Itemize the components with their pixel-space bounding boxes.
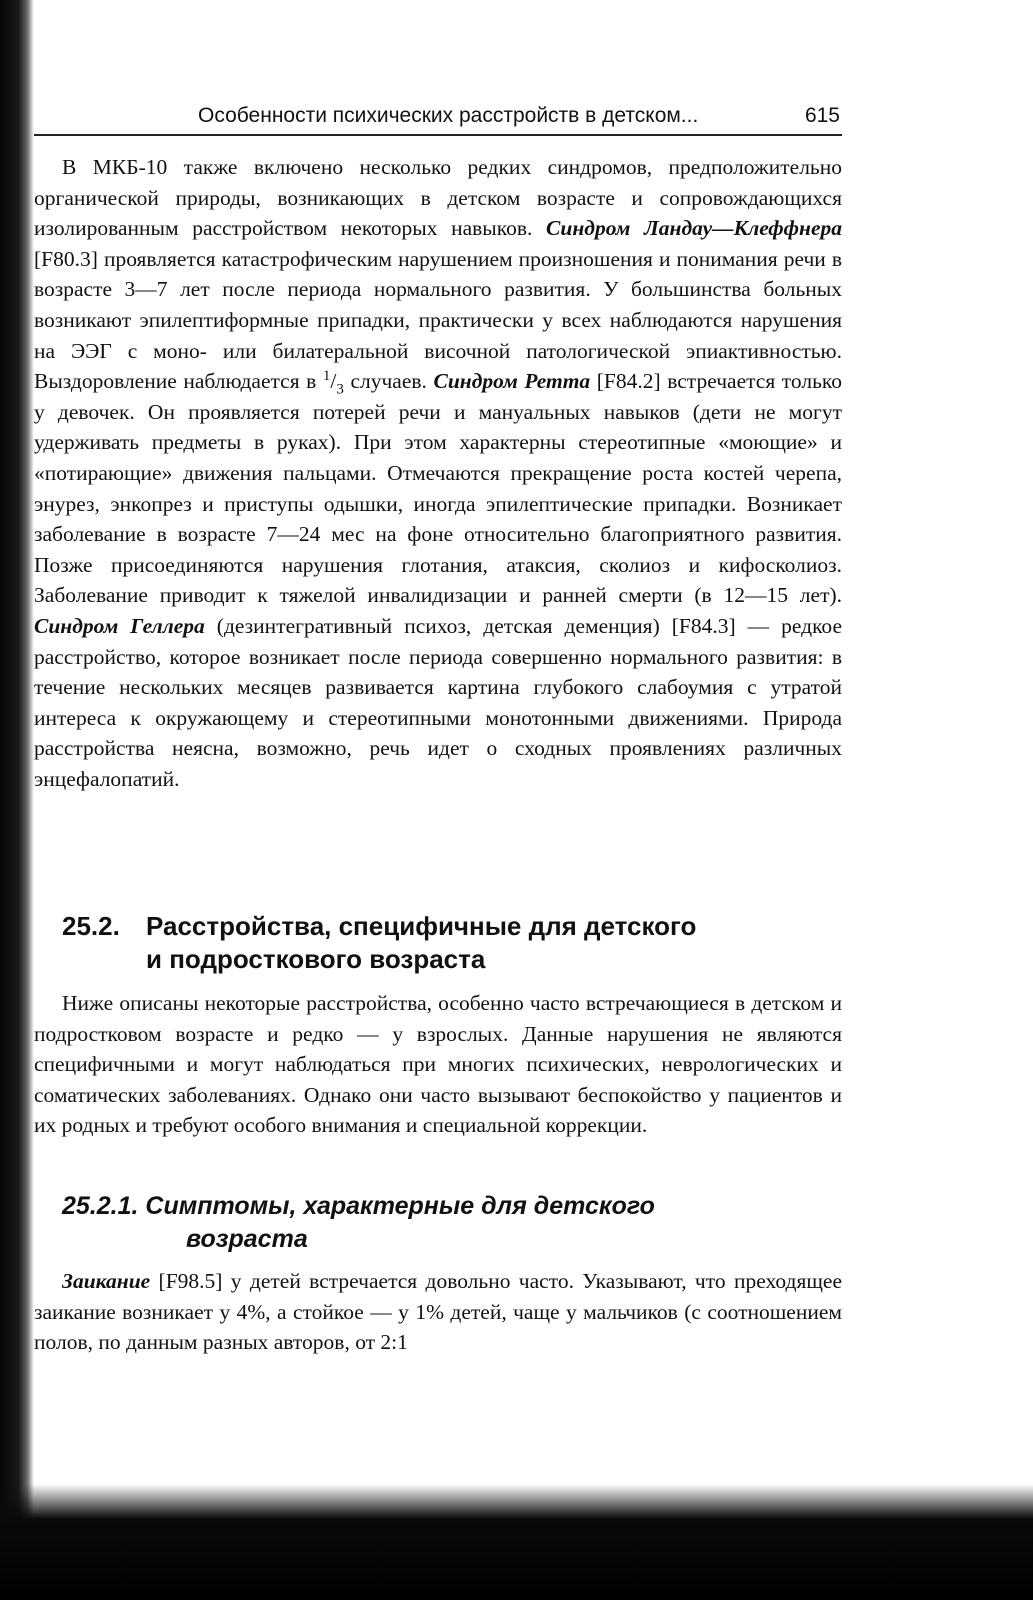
subsection-heading <box>62 1190 842 1256</box>
page-edge-shadow <box>0 0 34 1600</box>
subsection-number: 25.2.1. <box>62 1192 139 1220</box>
term-rett: Синдром Ретта <box>433 369 591 394</box>
fraction-denominator: 3 <box>336 381 344 398</box>
running-title: Особенности психических расстройств в детском... <box>198 104 699 127</box>
running-header <box>198 104 840 128</box>
fraction-numerator: 1 <box>322 368 331 384</box>
subsection-title-line1: Симптомы, характерные для детского <box>145 1192 655 1220</box>
term-stuttering: Заикание <box>62 1269 151 1293</box>
paragraph-stuttering: Заикание [F98.5] у детей встречается довольно часто. Указывают, что преходящее заикание возникает у 4%, а стойкое — у 1% детей, чаще у мальчиков (с соотношением полов, по данным разных авторов, от 2:1 <box>34 1269 842 1355</box>
term-heller: Синдром Геллера <box>34 613 205 638</box>
section-title-line1: Расстройства, специфичные для детского <box>146 911 697 941</box>
paragraph-rare-syndromes: В МКБ-10 также включено несколько редких синдромов, предположительно органической природы, возникающих в детском возрасте и сопровождающихся изолированным расстройством некоторых навыков. Синдром Ландау—Клеффнера [F80.3] проявляется катастрофическим нарушением произношения и понимания речи в возрасте 3—7 лет после периода нормального развития. У большинства больных возникают эпилептиформные припадки, практически у всех наблюдаются нарушения на ЭЭГ с моно- или билатеральной височной патологической эпиактивностью. Выздоровление наблюдается в $^1/_3$ случаев. Синдром Ретта [F84.2] встречается только у девочек. Он проявляется потерей речи и мануальных навыков (дети не могут удерживать предметы в руках). При этом характерны стереотипные «моющие» и «потирающие» движения пальцами. Отмечаются прекращение роста костей черепа, энурез, энкопрез и приступы одышки, иногда эпилептические припадки. Возникает заболевание в возрасте 7—24 мес на фоне относительно благоприятного развития. Позже присоединяются нарушения глотания, атаксия, сколиоз и кифосколиоз. Заболевание приводит к тяжелой инвалидизации и ранней смерти (в 12—15 лет). Синдром Геллера (дезинтегративный психоз, детская деменция) [F84.3] — редкое расстройство, которое возникает после периода совершенно нормального развития: в течение нескольких месяцев развивается картина глубокого слабоумия с утратой интереса к окружающему и стереотипными монотонными движениями. Природа расстройства неясна, возможно, речь идет о сходных проявлениях различных энцефалопатий. <box>34 155 842 791</box>
header-rule <box>34 134 842 136</box>
term-landau-kleffner: Синдром Ландау—Клеффнера <box>546 216 842 241</box>
section-heading <box>62 910 842 976</box>
page-number: 615 <box>804 104 840 127</box>
bottom-edge-shadow <box>0 1484 1033 1600</box>
section-number: 25.2. <box>62 911 120 941</box>
section-title-line2: и подросткового возраста <box>146 944 486 974</box>
paragraph-intro: Ниже описаны некоторые расстройства, особенно часто встречающиеся в детском и подростковом возрасте и редко — у взрослых. Данные нарушения не являются специфичными и могут наблюдаться при многих психических, неврологических и соматических заболеваниях. Однако они часто вызывают беспокойство у пациентов и их родных и требуют особого внимания и специальной коррекции. <box>34 991 842 1138</box>
subsection-title-line2: возраста <box>186 1225 308 1253</box>
